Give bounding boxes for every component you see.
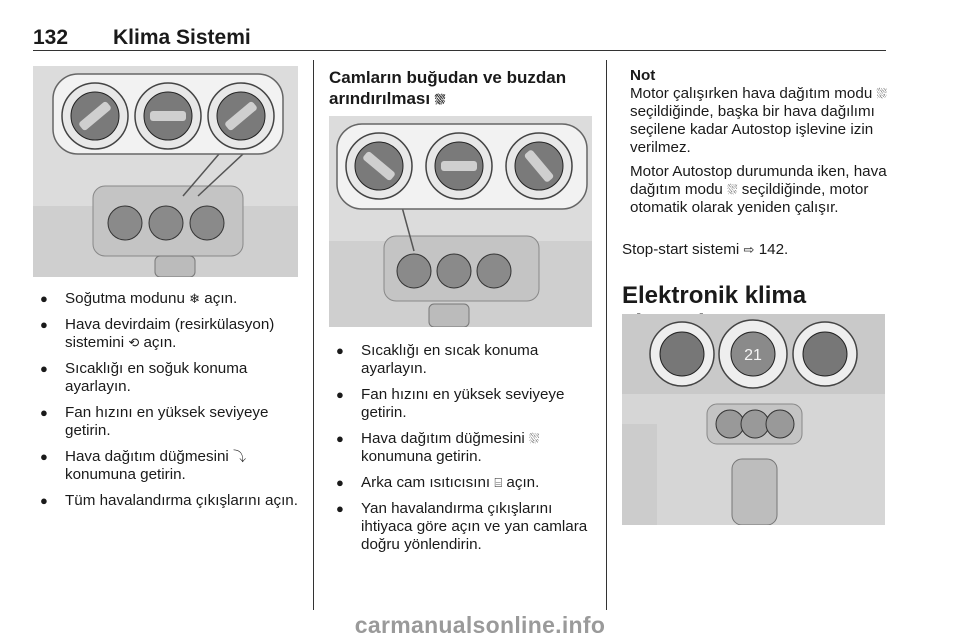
- list-item: ● Yan havalandırma çıkışlarını ihtiyaca göre açın ve yan camlara doğru yönlendirin.: [336, 500, 588, 554]
- air-distribution-icon: ⤵: [233, 449, 247, 465]
- list-item: ● Soğutma modunu ❄ açın.: [40, 290, 238, 308]
- list-item: ● Fan hızını en yüksek seviyeye getirin.: [336, 386, 565, 421]
- defrost-section-heading: [329, 67, 599, 110]
- defrost-windscreen-icon: ⛆: [727, 182, 738, 198]
- bullet-icon: ●: [336, 387, 344, 402]
- bullet-icon: ●: [40, 449, 48, 465]
- defrost-windscreen-icon: ⛆: [529, 431, 540, 446]
- defrost-heading-line1: Camların buğudan ve buzdan: [329, 68, 567, 87]
- recirculation-icon: ⟲: [128, 335, 140, 351]
- snowflake-icon: ❄: [189, 291, 201, 306]
- bullet-icon: ●: [40, 317, 48, 333]
- defrost-heading-line2: arındırılması: [329, 89, 431, 108]
- list-item: ● Sıcaklığı en sıcak konuma ayarlayın.: [336, 342, 539, 377]
- bullet-icon: ●: [336, 475, 344, 491]
- list-item: ● Hava dağıtım düğmesini ⤵ konumuna getirin.: [40, 448, 247, 484]
- cooling-steps-list: [33, 290, 303, 518]
- manual-climate-panel-figure: [33, 66, 298, 277]
- stop-start-reference[interactable]: Stop-start sistemi ⇨ 142.: [622, 241, 789, 259]
- note-paragraph-1: Motor çalışırken hava dağıtım modu ⛆ seçildiğinde, başka bir hava dağılımı seçilene kadar Autostop işlevine izin verilmez.: [630, 85, 887, 157]
- electronic-climate-panel-figure: [622, 314, 885, 525]
- defrost-windscreen-icon: ⛆: [876, 86, 887, 101]
- note-title: Not: [630, 67, 656, 84]
- defrost-windscreen-icon: ⛆: [434, 92, 446, 108]
- temperature-display: 21: [744, 347, 762, 364]
- list-item: ● Hava dağıtım düğmesini ⛆ konumuna getirin.: [336, 430, 540, 466]
- page-title: Klima Sistemi: [113, 26, 251, 49]
- bullet-icon: ●: [336, 501, 344, 517]
- bullet-icon: ●: [336, 343, 344, 358]
- list-item: ● Arka cam ısıtıcısını ⌸ açın.: [336, 474, 540, 492]
- header-rule: [33, 50, 886, 51]
- page-reference-arrow-icon: ⇨: [743, 242, 755, 257]
- defrost-steps-list: [329, 342, 597, 562]
- watermark: carmanualsonline.info: [354, 612, 606, 638]
- bullet-icon: ●: [40, 291, 48, 306]
- bullet-icon: ●: [40, 361, 48, 377]
- bullet-icon: ●: [40, 493, 48, 509]
- list-item: ● Hava devirdaim (resirkülasyon) sistemini ⟲ açın.: [40, 316, 275, 352]
- list-item: ● Sıcaklığı en soğuk konuma ayarlayın.: [40, 360, 248, 396]
- list-item: ● Fan hızını en yüksek seviyeye getirin.: [40, 404, 269, 440]
- electronic-climate-heading: Elektronik klima: [622, 282, 807, 309]
- bullet-icon: ●: [336, 431, 344, 446]
- rear-window-heater-icon: ⌸: [494, 475, 503, 491]
- column-divider-1: [313, 60, 314, 610]
- note-paragraph-2: Motor Autostop durumunda iken, hava dağıtım modu ⛆ seçildiğinde, motor otomatik olarak yeniden çalışır.: [630, 163, 887, 217]
- autostop-note: [630, 67, 892, 217]
- defrost-climate-panel-figure: [329, 116, 592, 327]
- list-item: ● Tüm havalandırma çıkışlarını açın.: [40, 492, 298, 510]
- bullet-icon: ●: [40, 405, 48, 421]
- page-number: 132: [33, 26, 69, 49]
- column-divider-2: [606, 60, 607, 610]
